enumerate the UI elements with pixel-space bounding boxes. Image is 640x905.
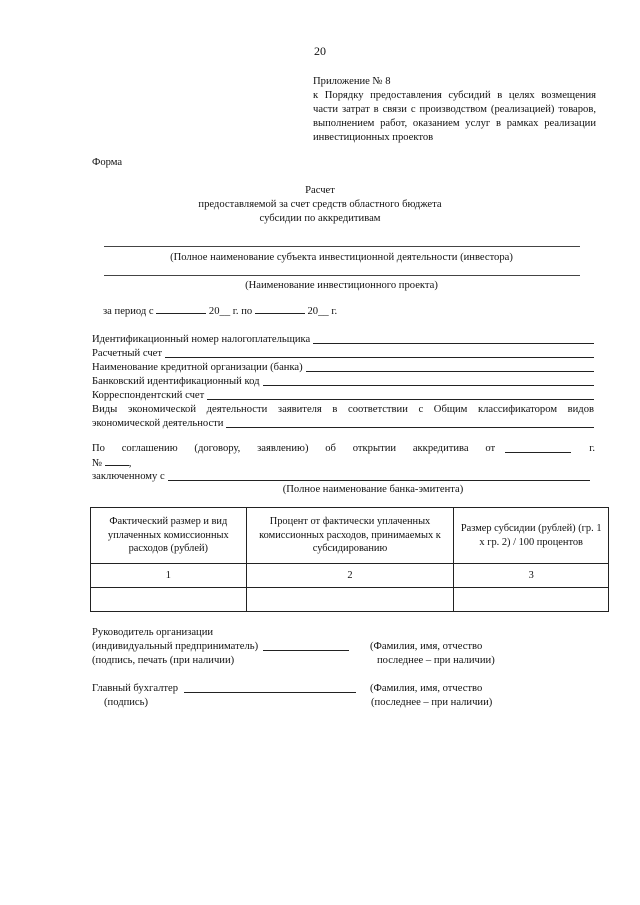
agreement-number-label: № [92,458,103,469]
agreement-text: По соглашению (договору, заявлению) об открытии аккредитива от [92,443,496,454]
issuer-bank-field [92,470,590,484]
agreement-number-row [92,456,131,471]
account-blank[interactable] [165,357,594,358]
accountant-fio-caption-2: (последнее – при наличии) [371,697,493,708]
agreement-comma: , [128,458,132,469]
appendix-text: к Порядку предоставления субсидий в целях возмещения части затрат в связи с производством (реализацией) товаров, выполнением работ, оказанием услуг в рамках реализации инвестиционных проектов [313,89,596,143]
account-label: Расчетный счет [92,348,162,359]
project-caption: (Наименование инвестиционного проекта) [245,280,438,291]
table-col-number-1: 1 [91,564,247,588]
table-header-col-1: Фактический размер и вид уплаченных комиссионных расходов (рублей) [91,508,247,564]
table-header-row [91,508,609,564]
agreement-number-blank[interactable] [105,456,129,466]
accountant-fio-caption-1: (Фамилия, имя, отчество [370,683,483,694]
issuer-bank-blank[interactable] [168,480,590,481]
activity-field [92,417,594,431]
issuer-bank-caption: (Полное наименование банка-эмитента) [282,484,464,495]
inn-field [92,333,594,347]
accountant-signature-row [92,682,356,696]
head-signature-caption: (подпись, печать (при наличии) [92,655,235,666]
head-fio-caption-1: (Фамилия, имя, отчество [370,641,483,652]
agreement-date-blank[interactable] [505,443,571,453]
period-year-from: 20__ г. по [208,306,253,317]
head-signature-row [92,640,349,654]
corr-account-field [92,389,594,403]
calc-title-block [0,184,640,226]
head-signature-blank[interactable] [263,641,349,651]
form-label: Форма [92,157,123,168]
activity-blank[interactable] [226,427,594,428]
table-cell-3[interactable] [454,588,609,612]
corr-account-blank[interactable] [207,399,594,400]
period-to-blank[interactable] [255,304,305,314]
table-header-col-2: Процент от фактически уплаченных комиссионных расходов, принимаемых к субсидированию [246,508,454,564]
corr-account-label: Корреспондентский счет [92,390,205,401]
accountant-signature-blank[interactable] [184,683,356,693]
bik-blank[interactable] [263,385,595,386]
calc-subtitle-1: предоставляемой за счет средств областного бюджета [198,198,442,210]
page-number: 20 [314,44,326,58]
head-title-2: (индивидуальный предприниматель) [92,641,259,652]
subsidy-table [90,507,609,612]
table-col-number-3: 3 [454,564,609,588]
agreement-year-suffix: г. [589,443,595,454]
bik-label: Банковский идентификационный код [92,376,260,387]
project-name-line[interactable] [104,275,580,276]
calc-subtitle-2: субсидии по аккредитивам [259,212,381,224]
bik-field [92,375,594,389]
activity-line-1: Виды экономической деятельности заявителя в соответствии с Общим классификатором видов [92,404,594,415]
account-field [92,347,594,361]
inn-label: Идентификационный номер налогоплательщика [92,334,311,345]
period-prefix: за период с [103,306,154,317]
accountant-title: Главный бухгалтер [92,683,179,694]
table-row [91,588,609,612]
accountant-signature-caption: (подпись) [104,697,148,708]
head-title: Руководитель организации [92,627,214,638]
inn-blank[interactable] [313,343,594,344]
investor-name-line[interactable] [104,246,580,247]
bank-name-label: Наименование кредитной организации (банка) [92,362,303,373]
issuer-bank-label: заключенному с [92,471,165,482]
investor-caption: (Полное наименование субъекта инвестиционной деятельности (инвестора) [170,252,513,263]
table-header-col-3: Размер субсидии (рублей) (гр. 1 x гр. 2) / 100 процентов [454,508,609,564]
calc-title: Расчет [305,185,335,196]
period-row [103,304,337,319]
head-fio-caption-2: последнее – при наличии) [377,655,495,666]
appendix-title: Приложение № 8 [313,76,391,87]
period-year-to: 20__ г. [307,306,338,317]
period-from-blank[interactable] [156,304,206,314]
table-cell-2[interactable] [246,588,454,612]
bank-name-field [92,361,594,375]
activity-label-2: экономической деятельности [92,418,224,429]
table-col-number-2: 2 [246,564,454,588]
bank-name-blank[interactable] [306,371,594,372]
table-cell-1[interactable] [91,588,247,612]
appendix-block [313,75,596,145]
agreement-row [92,442,595,456]
table-number-row [91,564,609,588]
